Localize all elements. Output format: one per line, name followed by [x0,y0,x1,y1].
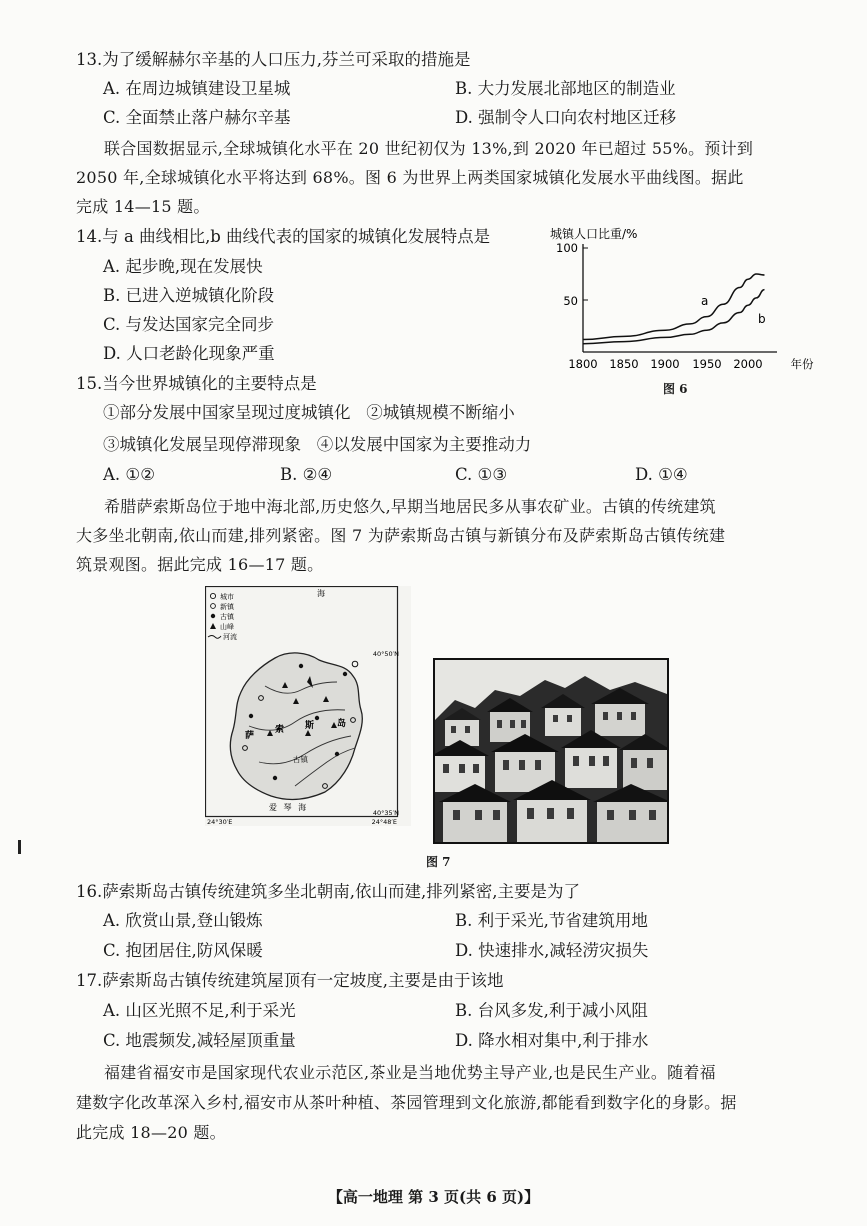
material-1-line-3: 完成 14—15 题。 [76,197,210,216]
map-island-label-4: 岛 [337,719,347,729]
map-old-town-label: 古镇 [293,755,308,764]
q15-statements-3-4: ③城镇化发展呈现停滞现象 ④以发展中国家为主要推动力 [103,435,532,454]
chart-x-unit: 年份 [790,357,814,371]
q17-option-a: A. 山区光照不足,利于采光 [103,1001,296,1020]
map-old-town [299,664,303,668]
chart-x-tick-2000: 2000 [733,357,763,371]
q13-option-c: C. 全面禁止落户赫尔辛基 [103,108,291,127]
material-1-line-2: 2050 年,全球城镇化水平将达到 68%。图 6 为世界上两类国家城镇化发展水平曲线图。据此 [76,168,744,187]
material-2-line-2: 大多坐北朝南,依山而建,排列紧密。图 7 为萨索斯岛古镇与新镇分布及萨索斯岛古镇传统建 [76,526,726,545]
legend-old-town-label: 古镇 [220,613,234,621]
figure-7-map [205,586,411,826]
material-3-line-2: 建数字化改革深入乡村,福安市从茶叶种植、茶园管理到文化旅游,都能看到数字化的身影。据 [76,1093,737,1112]
q16-option-c: C. 抱团居住,防风保暖 [103,941,263,960]
q16-stem: 16.萨索斯岛古镇传统建筑多坐北朝南,依山而建,排列紧密,主要是为了 [76,882,580,901]
q13-option-b: B. 大力发展北部地区的制造业 [455,79,676,98]
figure-6-chart [545,226,825,376]
figure-6-caption: 图 6 [663,382,688,396]
figure-7-photo [433,658,669,844]
chart-y-tick-50: 50 [563,294,578,308]
legend-city-label: 城市 [220,593,234,601]
margin-mark [18,840,21,854]
chart-series-a-line [583,274,765,340]
map-sea-bottom-label: 爱 琴 海 [269,803,309,812]
material-2-line-1: 希腊萨索斯岛位于地中海北部,历史悠久,早期当地居民多从事农矿业。古镇的传统建筑 [104,497,716,516]
q16-option-d: D. 快速排水,减轻涝灾损失 [455,941,649,960]
q17-stem: 17.萨索斯岛古镇传统建筑屋顶有一定坡度,主要是由于该地 [76,971,504,990]
q13-option-a: A. 在周边城镇建设卫星城 [103,79,291,98]
material-2-line-3: 筑景观图。据此完成 16—17 题。 [76,555,324,574]
q15-option-a: A. ①② [103,465,155,484]
chart-x-tick-1800: 1800 [568,357,598,371]
chart-y-tick-100: 100 [556,241,578,255]
material-3-line-1: 福建省福安市是国家现代农业示范区,茶业是当地优势主导产业,也是民生产业。随着福 [104,1063,716,1082]
q15-option-b: B. ②④ [280,465,333,484]
map-island-label-2: 索 [275,725,285,735]
map-longitude-right: 24°48′E [371,818,397,826]
chart-x-tick-1850: 1850 [609,357,639,371]
map-old-town [335,752,339,756]
map-longitude-left: 24°30′E [207,818,233,826]
chart-x-tick-1950: 1950 [692,357,722,371]
map-old-town [273,776,277,780]
q14-option-a: A. 起步晚,现在发展快 [103,257,263,276]
map-island-label-1: 萨 [245,731,255,741]
old-town-buildings-drawing [435,660,667,842]
map-latitude-top: 40°50′N [372,650,399,658]
map-island-label-3: 斯 [305,721,315,731]
q14-stem: 14.与 a 曲线相比,b 曲线代表的国家的城镇化发展特点是 [76,227,491,246]
q14-option-d: D. 人口老龄化现象严重 [103,344,275,363]
q17-option-d: D. 降水相对集中,利于排水 [455,1031,649,1050]
chart-series-a-label: a [701,294,709,308]
legend-old-town-icon [211,614,215,618]
chart-y-axis-label: 城镇人口比重/% [550,227,638,241]
q15-option-d: D. ①④ [635,465,688,484]
chart-x-tick-1900: 1900 [650,357,680,371]
material-3-line-3: 此完成 18—20 题。 [76,1123,226,1142]
map-old-town [343,672,347,676]
q16-option-a: A. 欣赏山景,登山锻炼 [103,911,263,930]
map-sea-top-label: 海 [317,589,325,598]
q14-option-c: C. 与发达国家完全同步 [103,315,275,334]
q17-option-b: B. 台风多发,利于减小风阻 [455,1001,648,1020]
q16-option-b: B. 利于采光,节省建筑用地 [455,911,648,930]
q13-stem: 13.为了缓解赫尔辛基的人口压力,芬兰可采取的措施是 [76,50,471,69]
legend-river-label: 河流 [223,633,237,641]
q13-option-d: D. 强制令人口向农村地区迁移 [455,108,677,127]
chart-series-b-label: b [758,312,766,326]
legend-peak-label: 山峰 [220,623,234,631]
q14-option-b: B. 已进入逆城镇化阶段 [103,286,275,305]
q15-stem: 15.当今世界城镇化的主要特点是 [76,374,317,393]
map-old-town [315,716,319,720]
map-old-town [249,714,253,718]
page-footer: 【高一地理 第 3 页(共 6 页)】 [327,1188,540,1206]
chart-series-b-line [583,290,765,344]
material-1-line-1: 联合国数据显示,全球城镇化水平在 20 世纪初仅为 13%,到 2020 年已超过 55%。预计到 [104,139,754,158]
map-latitude-bottom: 40°35′N [372,809,399,817]
q15-option-c: C. ①③ [455,465,508,484]
q17-option-c: C. 地震频发,减轻屋顶重量 [103,1031,296,1050]
legend-new-town-label: 新镇 [220,603,234,611]
q15-statements-1-2: ①部分发展中国家呈现过度城镇化 ②城镇规模不断缩小 [103,403,515,422]
figure-7-caption: 图 7 [426,855,451,869]
